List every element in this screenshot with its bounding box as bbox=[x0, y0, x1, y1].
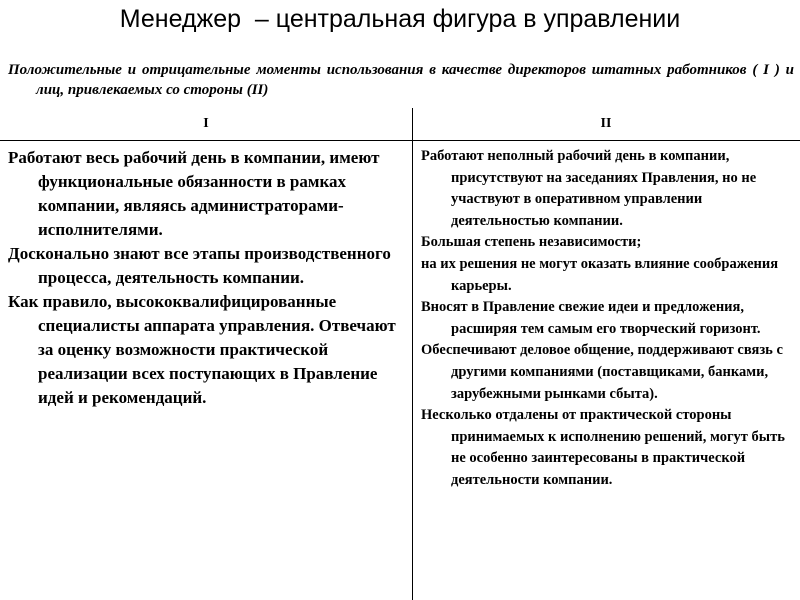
list-item: Большая степень независимости; bbox=[421, 234, 642, 251]
column-i-list bbox=[8, 146, 404, 410]
column-ii-list bbox=[421, 146, 793, 492]
column-header-i: I bbox=[203, 116, 209, 131]
list-item: на их решения не могут оказать влияние соображения карьеры. bbox=[421, 255, 779, 294]
list-item: Работают весь рабочий день в компании, имеют функциональные обязанности в рамках компании, являясь администраторами-исполнителями. bbox=[8, 148, 380, 239]
list-item: Вносят в Правление свежие идеи и предложения, расширяя тем самым его творческий горизонт. bbox=[421, 299, 761, 337]
slide-subtitle: Положительные и отрицательные моменты использования в качестве директоров штатных работников ( I ) и лиц, привлекаемых со стороны (II) bbox=[8, 62, 794, 98]
slide-title: Менеджер – центральная фигура в управлении bbox=[119, 5, 681, 33]
list-item: Обеспечивают деловое общение, поддерживают связь с другими компаниями (поставщиками, банками, зарубежными рынками сбыта). bbox=[421, 342, 783, 402]
list-item: Как правило, высококвалифицированные специалисты аппарата управления. Отвечают за оценку возможности практической реализации всех поступающих в Правление идей и рекомендаций. bbox=[8, 292, 396, 407]
list-item: Работают неполный рабочий день в компании, присутствуют на заседаниях Правления, но не участвуют в оперативном управлении деятельностью компании. bbox=[421, 148, 757, 229]
column-divider bbox=[412, 108, 413, 600]
column-header-ii: II bbox=[600, 116, 612, 131]
list-item: Досконально знают все этапы производственного процесса, деятельность компании. bbox=[8, 244, 391, 287]
list-item: Несколько отдалены от практической стороны принимаемых к исполнению решений, могут быть не особенно заинтересованы в практической деятельности компании. bbox=[421, 407, 785, 488]
table-header bbox=[0, 108, 800, 141]
